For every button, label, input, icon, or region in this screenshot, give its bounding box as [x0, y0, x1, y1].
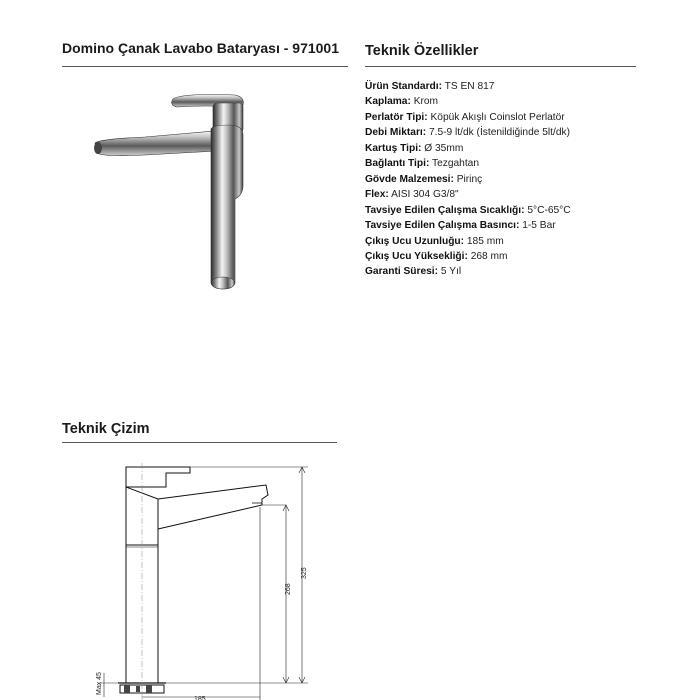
- spec-value: Pirinç: [456, 173, 483, 185]
- dim-spout-length: 185: [194, 696, 206, 700]
- drawing-heading: Teknik Çizim: [62, 421, 150, 437]
- dim-max: Max 45: [96, 672, 103, 695]
- spec-value: 1-5 Bar: [522, 220, 556, 232]
- spec-list: [365, 79, 655, 280]
- spec-item: [365, 264, 655, 279]
- spec-label: Ürün Standardı:: [365, 81, 442, 92]
- technical-drawing: [90, 455, 320, 700]
- spec-label: Çıkış Ucu Uzunluğu:: [365, 235, 465, 247]
- drawing-spout: [158, 485, 268, 529]
- spec-label: Çıkış Ucu Yüksekliği:: [365, 250, 468, 262]
- spec-item: [365, 187, 655, 202]
- spec-value: 268 mm: [470, 250, 508, 262]
- spec-item: [365, 156, 655, 171]
- spec-heading: Teknik Özellikler: [365, 43, 479, 59]
- spec-label: Debi Miktarı:: [365, 127, 427, 139]
- spec-item: [365, 125, 655, 140]
- spec-value: Ø 35mm: [424, 142, 464, 154]
- spec-item: [365, 249, 655, 264]
- spec-label: Gövde Malzemesi:: [365, 173, 454, 185]
- spec-value: TS EN 817: [444, 81, 495, 92]
- divider-specs: [365, 66, 636, 67]
- spec-label: Tavsiye Edilen Çalışma Basıncı:: [365, 220, 520, 232]
- spec-value: 7.5-9 lt/dk (İstenildiğinde 5lt/dk): [428, 127, 570, 139]
- spec-label: Kaplama:: [365, 96, 411, 108]
- spec-value: AISI 304 G3/8": [391, 189, 459, 201]
- spec-item: [365, 172, 655, 187]
- spec-value: 185 mm: [466, 235, 504, 247]
- divider-product: [62, 66, 348, 67]
- spec-item: [365, 110, 655, 125]
- faucet-photo: [85, 85, 255, 295]
- spec-label: Garanti Süresi:: [365, 266, 439, 278]
- spec-item: [365, 218, 655, 233]
- spec-label: Bağlantı Tipi:: [365, 158, 430, 170]
- drawing-handle: [126, 467, 190, 487]
- spec-item: [365, 234, 655, 249]
- spec-label: Flex:: [365, 189, 389, 201]
- spec-value: Tezgahtan: [432, 158, 480, 170]
- spec-label: Kartuş Tipi:: [365, 142, 422, 154]
- spec-label: Tavsiye Edilen Çalışma Sıcaklığı:: [365, 204, 525, 216]
- dim-spout-height: 268: [285, 583, 292, 595]
- product-title: Domino Çanak Lavabo Bataryası - 971001: [62, 40, 340, 56]
- dim-total-height: 325: [301, 567, 308, 579]
- divider-drawing: [62, 442, 337, 443]
- spec-item: [365, 79, 655, 94]
- spec-value: Köpük Akışlı Coinslot Perlatör: [430, 111, 565, 123]
- drawing-body-upper: [126, 487, 158, 545]
- spec-value: 5°C-65°C: [527, 204, 571, 216]
- spec-item: [365, 141, 655, 156]
- spec-value: 5 Yıl: [440, 266, 462, 278]
- spec-item: [365, 203, 655, 218]
- spec-value: Krom: [413, 96, 439, 108]
- spec-item: [365, 94, 655, 109]
- spec-label: Perlatör Tipi:: [365, 111, 428, 123]
